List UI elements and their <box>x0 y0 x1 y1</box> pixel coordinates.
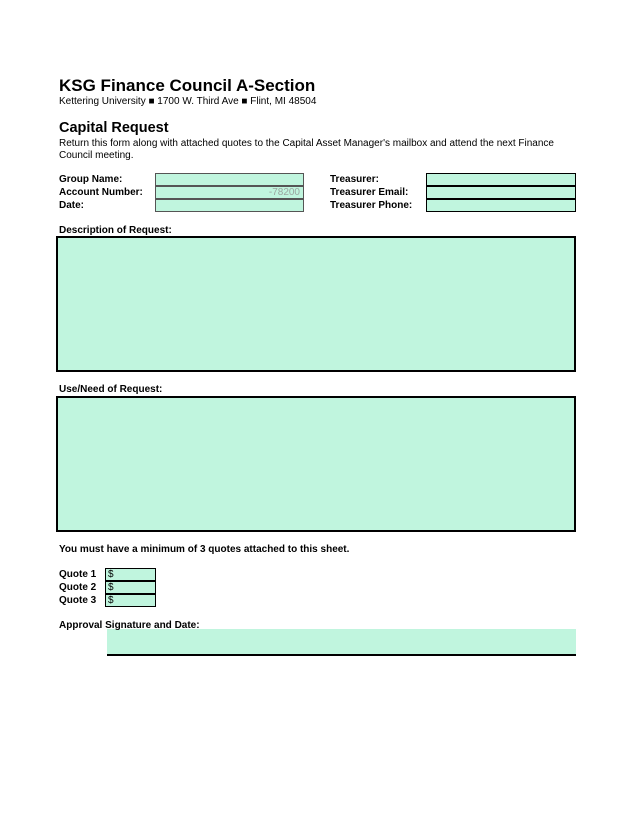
form-instructions: Return this form along with attached quotes to the Capital Asset Manager's mailbox and attend the next Finance Council meeting. <box>59 138 554 161</box>
account-number-label: Account Number: <box>59 187 143 198</box>
treasurer-email-label: Treasurer Email: <box>330 187 409 198</box>
quote-2-label: Quote 2 <box>59 582 97 593</box>
treasurer-phone-field[interactable] <box>426 199 576 212</box>
quote-3-label: Quote 3 <box>59 595 97 606</box>
description-label: Description of Request: <box>59 225 172 236</box>
group-name-label: Group Name: <box>59 174 123 185</box>
use-need-label: Use/Need of Request: <box>59 384 163 395</box>
approval-label: Approval Signature and Date: <box>59 620 200 631</box>
approval-signature-field[interactable] <box>107 629 576 656</box>
account-number-field[interactable]: -78200 <box>155 186 304 199</box>
quotes-notice: You must have a minimum of 3 quotes attached to this sheet. <box>59 544 350 555</box>
treasurer-label: Treasurer: <box>330 174 379 185</box>
treasurer-phone-label: Treasurer Phone: <box>330 200 413 211</box>
form-title: KSG Finance Council A-Section <box>59 76 316 95</box>
quote-3-amount-field[interactable]: $ <box>105 594 156 607</box>
description-field[interactable] <box>56 236 576 372</box>
date-field[interactable] <box>155 199 304 212</box>
date-label: Date: <box>59 200 85 211</box>
quote-2-amount-field[interactable]: $ <box>105 581 156 594</box>
organization-address: Kettering University ■ 1700 W. Third Ave ■ Flint, MI 48504 <box>59 96 317 107</box>
group-name-field[interactable] <box>155 173 304 186</box>
treasurer-email-field[interactable] <box>426 186 576 199</box>
quote-1-label: Quote 1 <box>59 569 97 580</box>
use-need-field[interactable] <box>56 396 576 532</box>
treasurer-field[interactable] <box>426 173 576 186</box>
quote-1-amount-field[interactable]: $ <box>105 568 156 581</box>
form-subtitle: Capital Request <box>59 120 169 136</box>
